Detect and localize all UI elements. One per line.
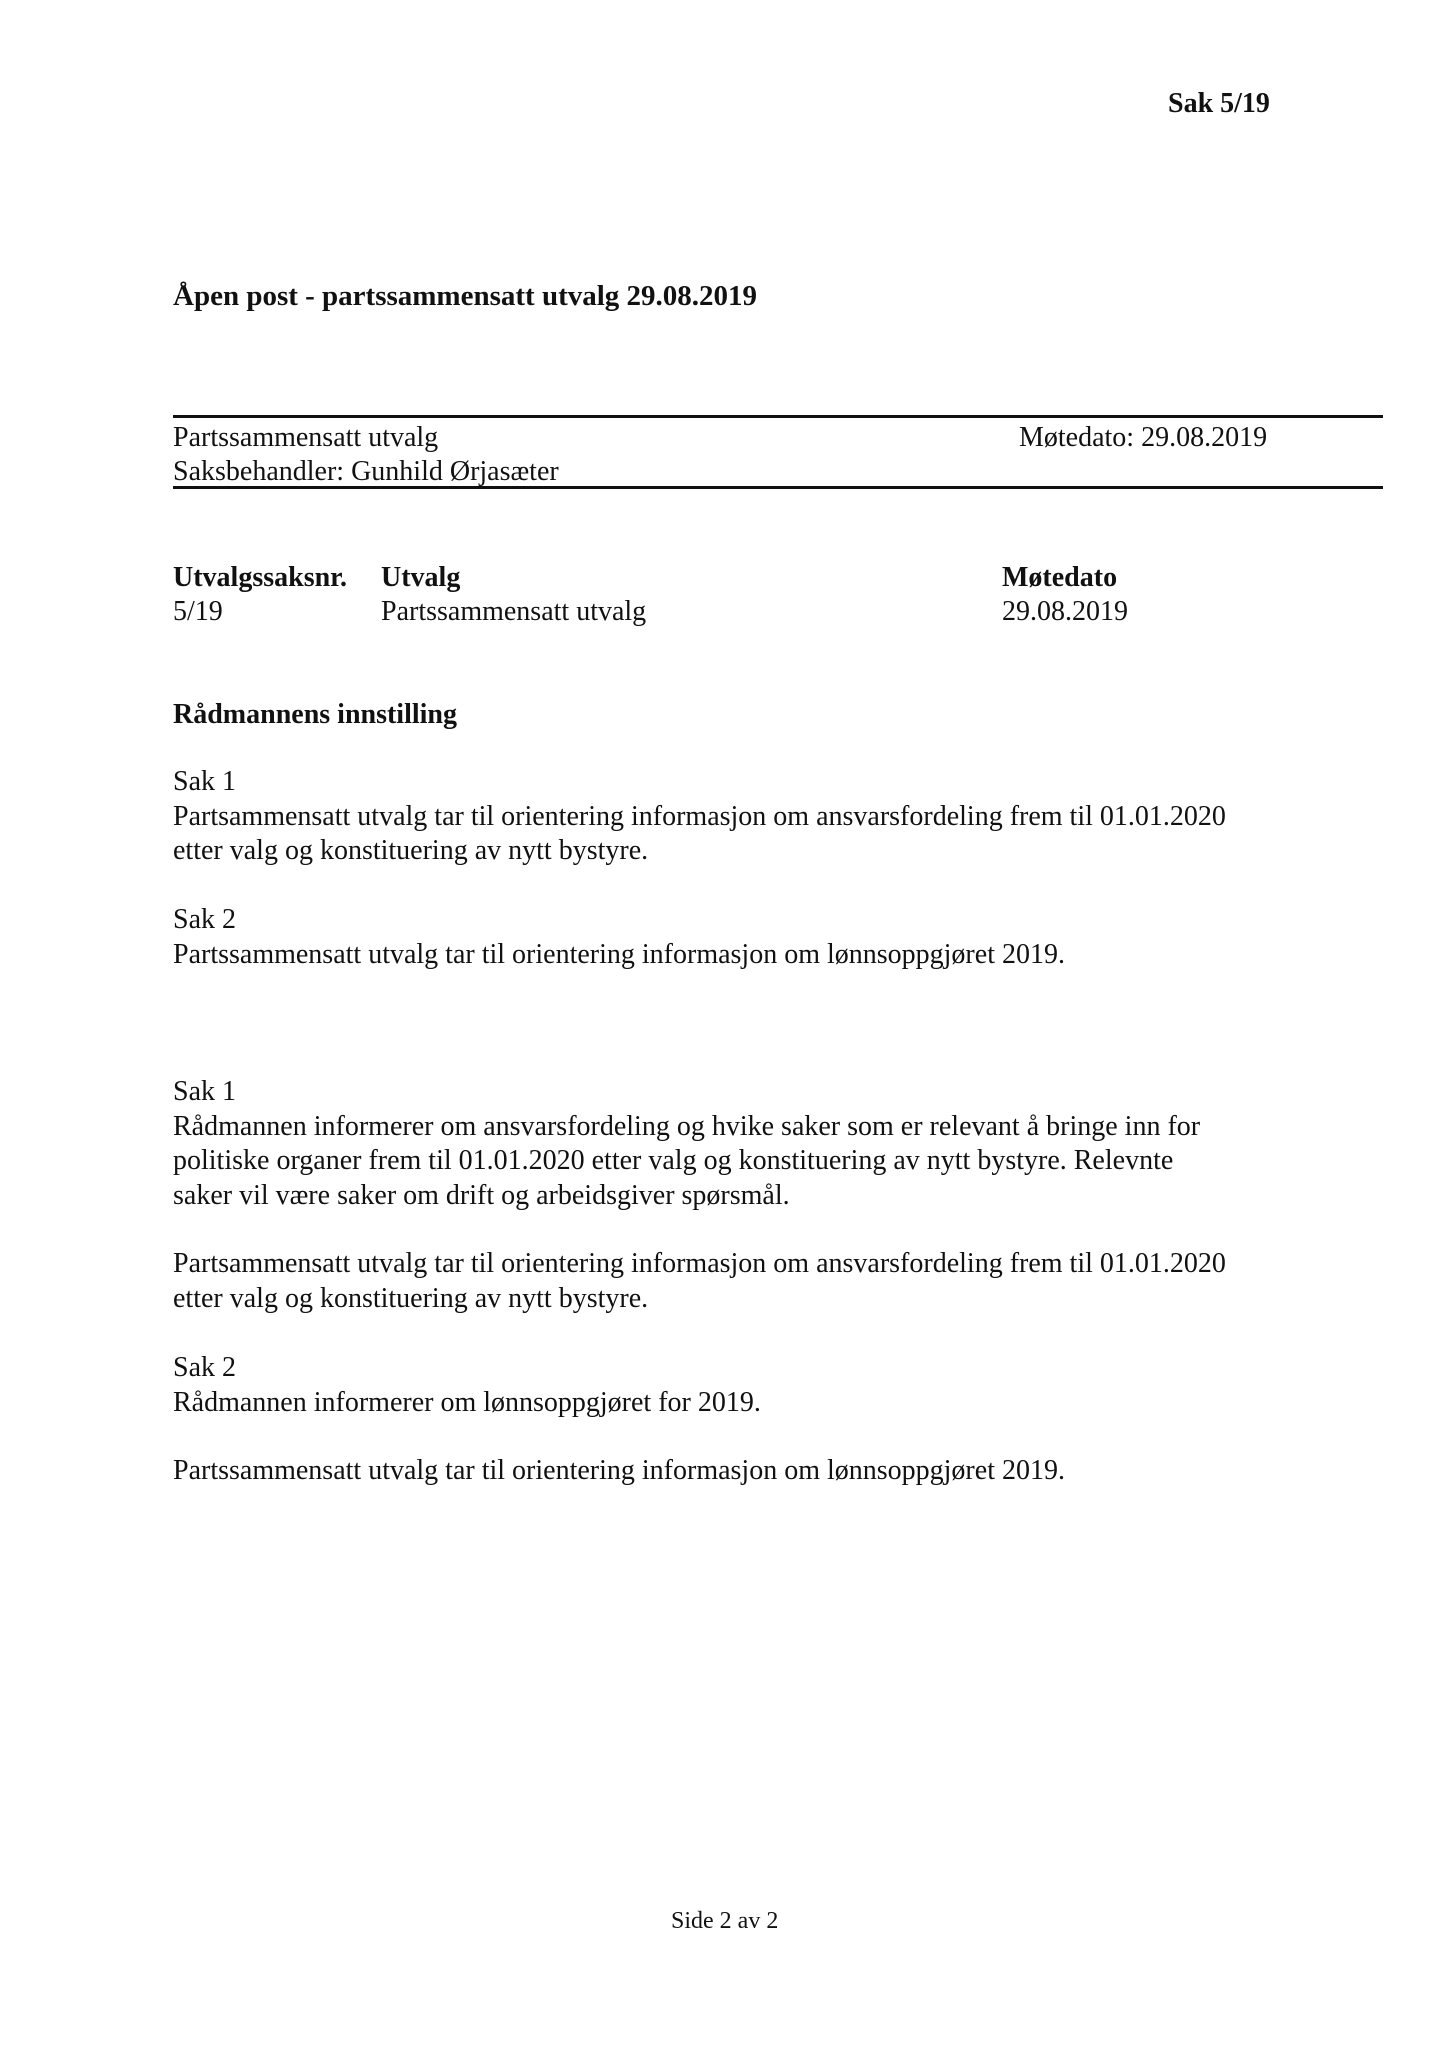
body-sak1-label: Sak 1 bbox=[173, 1076, 236, 1107]
body-sak2-para2-line: Partssammensatt utvalg tar til orientering informasjon om lønnsoppgjøret 2019. bbox=[173, 1455, 1065, 1486]
page-number: Side 2 av 2 bbox=[671, 1908, 779, 1934]
case-table-header-number: Utvalgssaksnr. bbox=[173, 562, 348, 593]
body-sak1 bbox=[173, 1075, 1373, 1213]
meta-box-top-rule bbox=[173, 415, 1383, 418]
recommendation-sak2 bbox=[173, 903, 1373, 972]
body-sak2-para1-line: Rådmannen informerer om lønnsoppgjøret for 2019. bbox=[173, 1386, 761, 1418]
body-sak1-para2 bbox=[173, 1247, 1373, 1316]
body-sak1-para1-line: politiske organer frem til 01.01.2020 etter valg og konstituering av nytt bystyre. Relevnte bbox=[173, 1145, 1174, 1176]
meta-meeting-date: Møtedato: 29.08.2019 bbox=[1019, 422, 1268, 453]
case-reference: Sak 5/19 bbox=[1168, 88, 1270, 119]
recommendation-sak1 bbox=[173, 765, 1373, 869]
body-sak2 bbox=[173, 1351, 1373, 1420]
case-table-cell-date: 29.08.2019 bbox=[1002, 596, 1128, 627]
case-table-cell-committee: Partssammensatt utvalg bbox=[381, 596, 647, 627]
meta-case-officer: Saksbehandler: Gunhild Ørjasæter bbox=[173, 456, 559, 487]
recommendation-sak1-line: etter valg og konstituering av nytt bystyre. bbox=[173, 835, 649, 866]
recommendation-sak1-line: Partsammensatt utvalg tar til orientering informasjon om ansvarsfordeling frem til 01.01.2020 bbox=[173, 800, 1226, 832]
recommendation-sak2-label: Sak 2 bbox=[173, 904, 236, 935]
body-sak1-para1-line: Rådmannen informerer om ansvarsfordeling og hvike saker som er relevant å bringe inn for bbox=[173, 1110, 1201, 1142]
meta-box-bottom-rule bbox=[173, 486, 1383, 489]
body-sak2-para2 bbox=[173, 1454, 1373, 1489]
recommendation-sak1-label: Sak 1 bbox=[173, 766, 236, 797]
recommendation-heading: Rådmannens innstilling bbox=[173, 699, 457, 730]
body-sak1-para2-line: etter valg og konstituering av nytt bystyre. bbox=[173, 1282, 649, 1314]
meta-committee: Partssammensatt utvalg bbox=[173, 422, 439, 453]
case-table-cell-number: 5/19 bbox=[173, 596, 223, 627]
case-table-header-committee: Utvalg bbox=[381, 562, 461, 593]
document-title: Åpen post - partssammensatt utvalg 29.08.2019 bbox=[173, 280, 758, 312]
body-sak2-label: Sak 2 bbox=[173, 1352, 236, 1383]
body-sak1-para1-line: saker vil være saker om drift og arbeidsgiver spørsmål. bbox=[173, 1179, 790, 1211]
case-table-header-date: Møtedato bbox=[1002, 562, 1118, 593]
recommendation-sak2-line: Partssammensatt utvalg tar til orientering informasjon om lønnsoppgjøret 2019. bbox=[173, 938, 1065, 970]
body-sak1-para2-line: Partsammensatt utvalg tar til orientering informasjon om ansvarsfordeling frem til 01.01.2020 bbox=[173, 1248, 1226, 1279]
